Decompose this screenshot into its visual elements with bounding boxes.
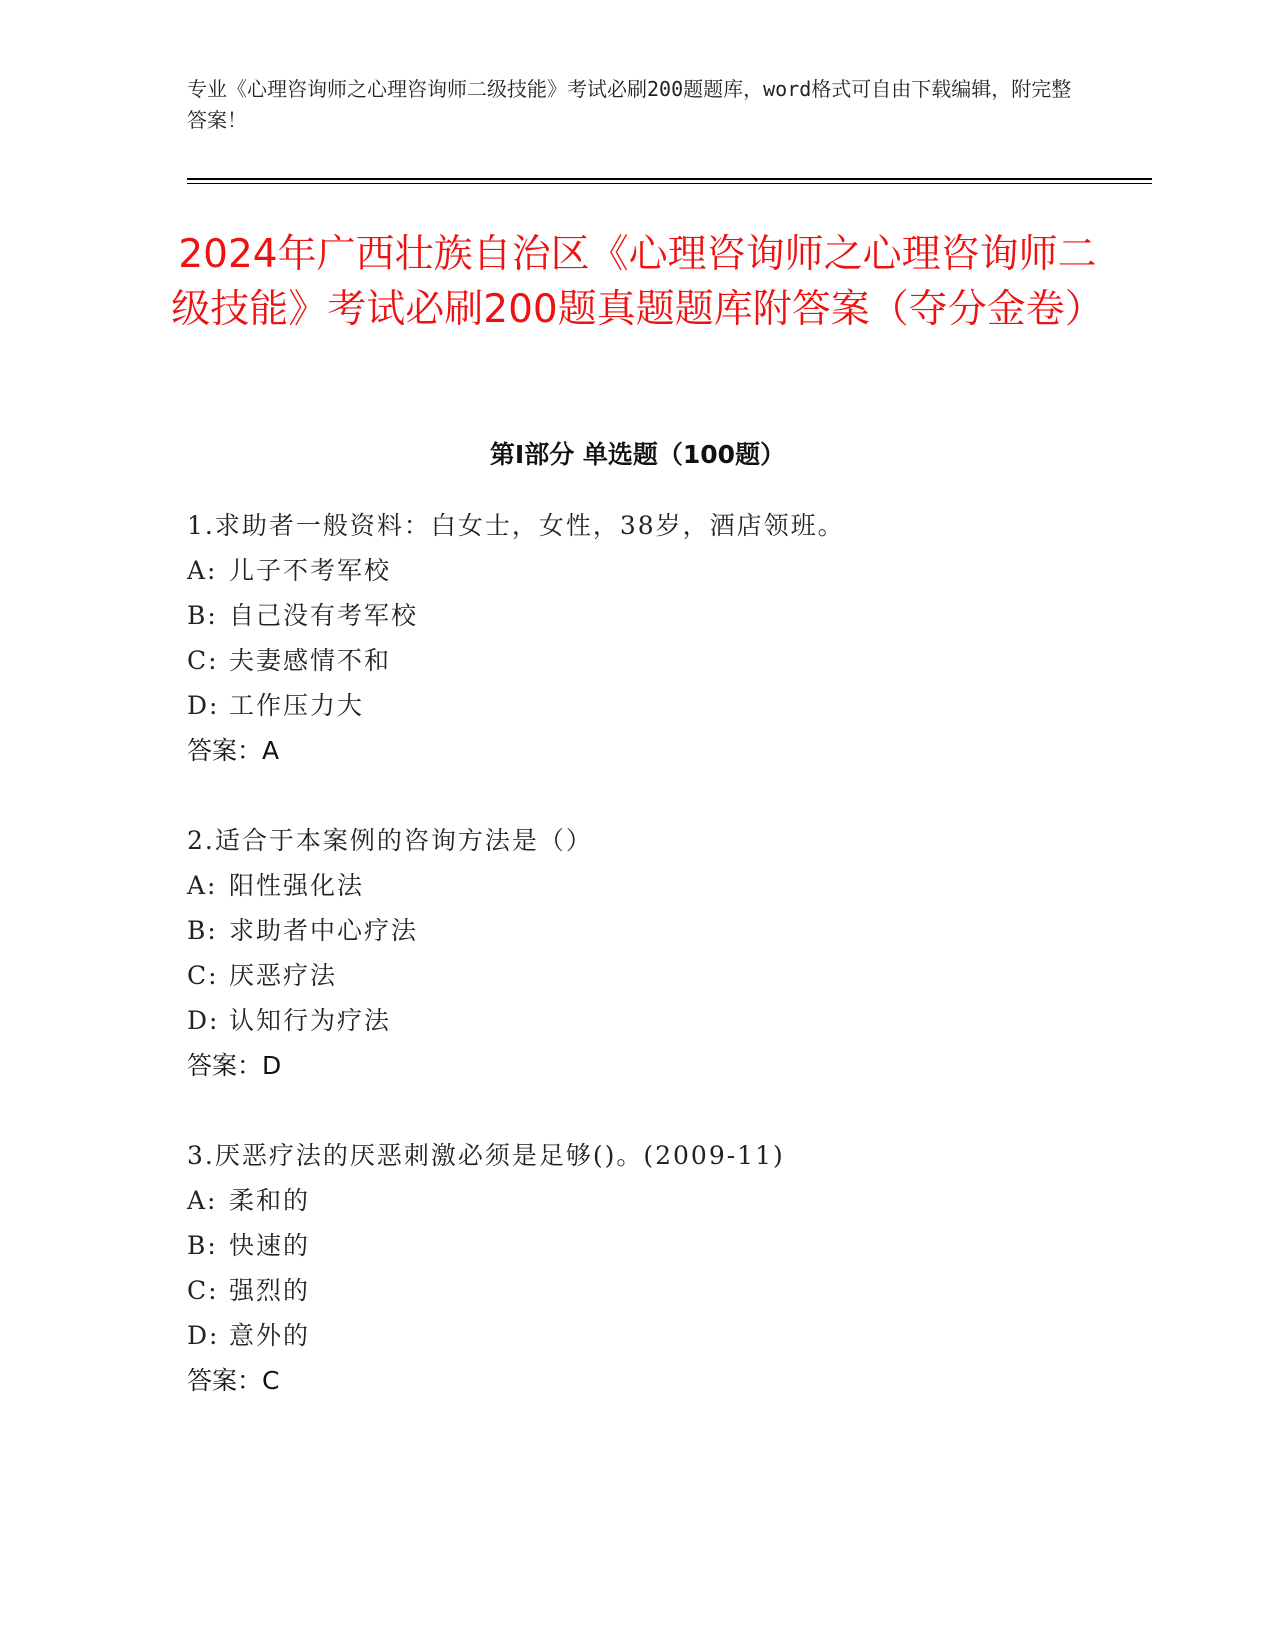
question-2 <box>187 818 1087 1088</box>
question-1 <box>187 503 1087 773</box>
option-b <box>187 908 1087 953</box>
option-letter: A: <box>187 1186 218 1215</box>
document-title: 2024年广西壮族自治区《心理咨询师之心理咨询师二级技能》考试必刷200题真题题库附答案（夺分金卷） <box>171 232 1104 332</box>
answer: 答案：C <box>187 1366 280 1395</box>
option-letter: B: <box>187 916 218 945</box>
option-text: 意外的 <box>229 1321 311 1350</box>
header-note: 专业《心理咨询师之心理咨询师二级技能》考试必刷200题题库，word格式可自由下载编辑，附完整答案！ <box>187 77 1072 132</box>
option-d <box>187 998 1087 1043</box>
option-letter: B: <box>187 601 218 630</box>
option-letter: D: <box>187 691 220 720</box>
option-letter: D: <box>187 1006 220 1035</box>
option-d <box>187 683 1087 728</box>
option-text: 求助者中心疗法 <box>229 916 419 945</box>
option-text: 柔和的 <box>229 1186 311 1215</box>
option-letter: A: <box>187 556 218 585</box>
header-rule-thick <box>187 178 1152 180</box>
option-text: 认知行为疗法 <box>229 1006 392 1035</box>
option-a <box>187 548 1087 593</box>
option-text: 自己没有考军校 <box>229 601 419 630</box>
answer: 答案：D <box>187 1051 282 1080</box>
option-b <box>187 593 1087 638</box>
option-a <box>187 863 1087 908</box>
option-text: 厌恶疗法 <box>229 961 338 990</box>
option-d <box>187 1313 1087 1358</box>
option-text: 阳性强化法 <box>229 871 365 900</box>
option-text: 儿子不考军校 <box>229 556 392 585</box>
option-letter: C: <box>187 961 219 990</box>
option-c <box>187 1268 1087 1313</box>
option-text: 快速的 <box>229 1231 311 1260</box>
option-c <box>187 638 1087 683</box>
answer: 答案：A <box>187 736 280 765</box>
option-letter: C: <box>187 1276 219 1305</box>
question-stem: 3.厌恶疗法的厌恶刺激必须是足够()。(2009-11) <box>187 1141 785 1170</box>
option-b <box>187 1223 1087 1268</box>
option-letter: C: <box>187 646 219 675</box>
option-letter: B: <box>187 1231 218 1260</box>
question-stem: 2.适合于本案例的咨询方法是（） <box>187 826 593 855</box>
option-text: 夫妻感情不和 <box>229 646 392 675</box>
section-title: 第Ⅰ部分 单选题（100题） <box>489 440 786 469</box>
header-rule-thin <box>187 183 1152 184</box>
option-text: 工作压力大 <box>229 691 365 720</box>
option-text: 强烈的 <box>229 1276 311 1305</box>
option-a <box>187 1178 1087 1223</box>
option-c <box>187 953 1087 998</box>
option-letter: A: <box>187 871 218 900</box>
question-stem: 1.求助者一般资料：白女士，女性，38岁，酒店领班。 <box>187 511 845 540</box>
question-3 <box>187 1133 1087 1403</box>
option-letter: D: <box>187 1321 220 1350</box>
